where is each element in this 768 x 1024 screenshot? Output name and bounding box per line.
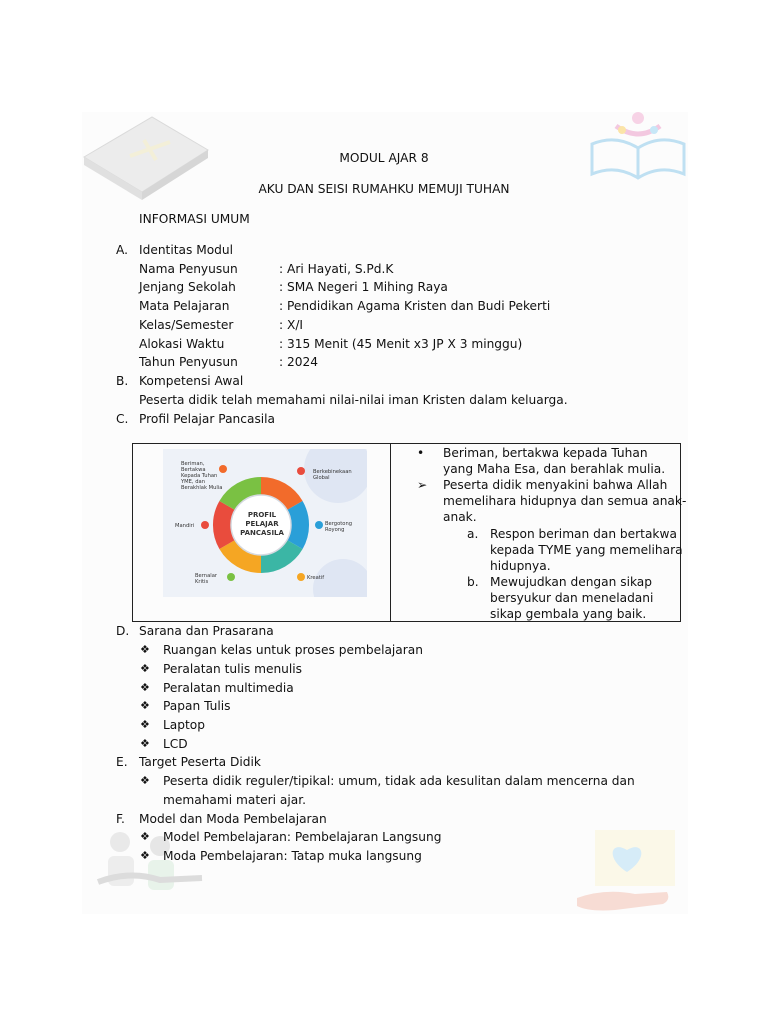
field-label: Jenjang Sekolah bbox=[139, 280, 236, 294]
field-label: Tahun Penyusun bbox=[139, 355, 238, 369]
book-logo-icon bbox=[588, 108, 688, 183]
sub-text-line: sikap gembala yang baik. bbox=[490, 607, 647, 621]
sub-text-line: bersyukur dan meneladani bbox=[490, 591, 654, 605]
model-item: Model Pembelajaran: Pembelajaran Langsung bbox=[163, 830, 442, 844]
identitas-heading: Identitas Modul bbox=[139, 243, 234, 257]
field-value: : Ari Hayati, S.Pd.K bbox=[279, 262, 394, 276]
arrow-text-line: memelihara hidupnya dan semua anak- bbox=[443, 494, 687, 508]
list-letter: C. bbox=[116, 412, 129, 426]
wheel-center-line: PROFIL bbox=[247, 511, 277, 519]
table-divider bbox=[390, 444, 391, 621]
model-item: Moda Pembelajaran: Tatap muka langsung bbox=[163, 849, 422, 863]
wheel-label: Kreatif bbox=[307, 575, 325, 581]
target-heading: Target Peserta Didik bbox=[139, 755, 261, 769]
field-label: Kelas/Semester bbox=[139, 318, 234, 332]
profil-pancasila-image bbox=[163, 449, 367, 597]
diamond-bullet-icon: ❖ bbox=[140, 830, 150, 843]
diamond-bullet-icon: ❖ bbox=[140, 718, 150, 731]
sub-letter: a. bbox=[467, 527, 479, 541]
sub-text-line: hidupnya. bbox=[490, 559, 551, 573]
section-heading: INFORMASI UMUM bbox=[139, 212, 250, 226]
module-title: MODUL AJAR 8 bbox=[339, 151, 429, 165]
diamond-bullet-icon: ❖ bbox=[140, 774, 150, 787]
list-letter: E. bbox=[116, 755, 128, 769]
wheel-label: Bergotong Royong bbox=[325, 521, 353, 533]
wheel-center-line: PELAJAR bbox=[245, 520, 279, 528]
field-label: Nama Penyusun bbox=[139, 262, 238, 276]
field-value: : 315 Menit (45 Menit x3 JP X 3 minggu) bbox=[279, 337, 523, 351]
sarana-item: Peralatan tulis menulis bbox=[163, 662, 303, 676]
diamond-bullet-icon: ❖ bbox=[140, 681, 150, 694]
target-text-line: Peserta didik reguler/tipikal: umum, tidak ada kesulitan dalam mencerna dan bbox=[163, 774, 635, 788]
profil-bullet-text: Beriman, bertakwa kepada Tuhan yang Maha Esa, dan berahlak mulia. bbox=[443, 446, 666, 476]
diamond-bullet-icon: ❖ bbox=[140, 849, 150, 862]
field-value: : 2024 bbox=[279, 355, 318, 369]
field-label: Mata Pelajaran bbox=[139, 299, 230, 313]
arrow-text-line: Peserta didik menyakini bahwa Allah bbox=[443, 478, 668, 492]
profil-table bbox=[132, 443, 687, 622]
wheel-label: Berkebinekaan Global bbox=[313, 469, 352, 481]
kompetensi-heading: Kompetensi Awal bbox=[139, 374, 244, 388]
diamond-bullet-icon: ❖ bbox=[140, 662, 150, 675]
field-label: Alokasi Waktu bbox=[139, 337, 225, 351]
kompetensi-text: Peserta didik telah memahami nilai-nilai iman Kristen dalam keluarga. bbox=[139, 393, 568, 407]
list-letter: A. bbox=[116, 243, 128, 257]
field-value: : SMA Negeri 1 Mihing Raya bbox=[279, 280, 448, 294]
wheel-label: Beriman, Bertakwa Kepada Tuhan YME, dan Berakhlak Mulia bbox=[181, 461, 223, 491]
sarana-item: Peralatan multimedia bbox=[163, 681, 294, 695]
list-letter: D. bbox=[116, 624, 130, 638]
target-text-line: memahami materi ajar. bbox=[163, 793, 307, 807]
diamond-bullet-icon: ❖ bbox=[140, 699, 150, 712]
sub-letter: b. bbox=[467, 575, 479, 589]
wheel-label: Mandiri bbox=[175, 523, 195, 529]
sub-text-line: Mewujudkan dengan sikap bbox=[490, 575, 653, 589]
sarana-item: LCD bbox=[163, 737, 188, 751]
wheel-label: Bernalar Kritis bbox=[195, 573, 218, 585]
sarana-item: Laptop bbox=[163, 718, 205, 732]
sarana-item: Papan Tulis bbox=[163, 699, 231, 713]
diamond-bullet-icon: ❖ bbox=[140, 737, 150, 750]
list-letter: F. bbox=[116, 812, 125, 826]
field-value: : X/I bbox=[279, 318, 304, 332]
bullet-icon: • bbox=[417, 446, 425, 460]
sarana-item: Ruangan kelas untuk proses pembelajaran bbox=[163, 643, 423, 657]
model-heading: Model dan Moda Pembelajaran bbox=[139, 812, 327, 826]
arrow-text-line: anak. bbox=[443, 510, 477, 524]
list-letter: B. bbox=[116, 374, 129, 388]
module-subtitle: AKU DAN SEISI RUMAHKU MEMUJI TUHAN bbox=[258, 182, 510, 196]
wheel-center-line: PANCASILA bbox=[240, 529, 284, 537]
sub-text-line: Respon beriman dan bertakwa bbox=[490, 527, 677, 541]
heart-hands-icon bbox=[575, 828, 685, 918]
profil-heading: Profil Pelajar Pancasila bbox=[139, 412, 276, 426]
sarana-heading: Sarana dan Prasarana bbox=[139, 624, 274, 638]
sub-text-line: kepada TYME yang memelihara bbox=[490, 543, 683, 557]
arrow-bullet-icon: ➢ bbox=[417, 478, 428, 492]
diamond-bullet-icon: ❖ bbox=[140, 643, 150, 656]
field-value: : Pendidikan Agama Kristen dan Budi Pekerti bbox=[279, 299, 551, 313]
